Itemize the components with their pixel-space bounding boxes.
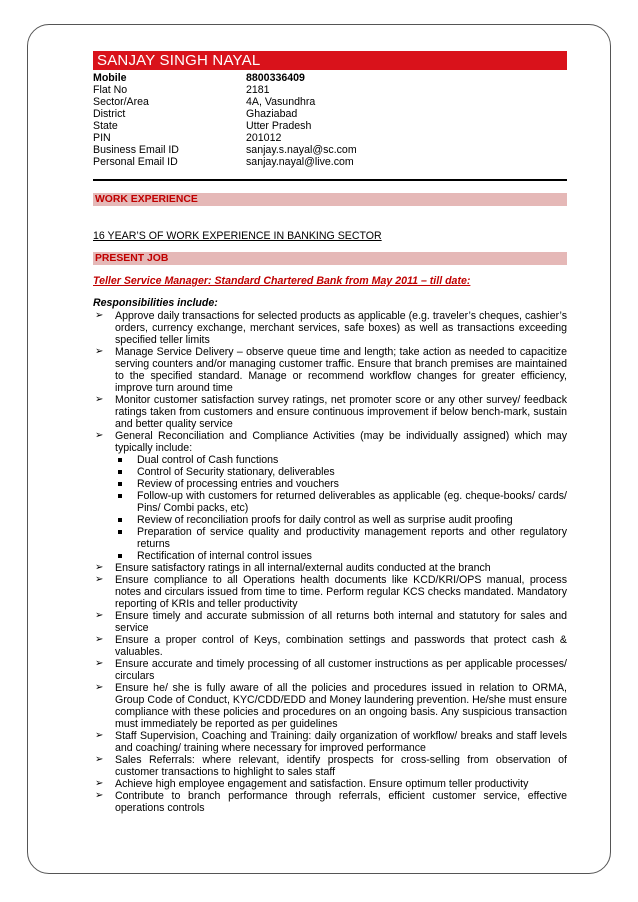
arrow-bullet-icon: ➢ [95,658,104,669]
contact-row [93,84,567,96]
responsibility-text: Ensure he/ she is fully aware of all the policies and procedures issued in relation to ORMA, Group Code of Conduct, KYC/CDD/EDD and Money laundering prevention. He/she must ensure compliance with these policies and procedures on an ongoing basis. Any suspicious transaction must immediately be reported as per guidelines [115,682,567,730]
arrow-bullet-icon: ➢ [95,634,104,645]
contact-label: Sector/Area [93,96,149,108]
divider [93,179,567,181]
contact-value: Utter Pradesh [246,120,312,132]
responsibility-item [93,754,567,778]
sub-item-text: Rectification of internal control issues [137,550,312,562]
contact-label: Mobile [93,72,127,84]
arrow-bullet-icon: ➢ [95,610,104,621]
responsibility-text: Achieve high employee engagement and satisfaction. Ensure optimum teller productivity [115,778,529,790]
arrow-bullet-icon: ➢ [95,562,104,573]
arrow-bullet-icon: ➢ [95,790,104,801]
responsibility-item [93,562,567,574]
responsibility-text: Staff Supervision, Coaching and Training: daily organization of workflow/ breaks and staff levels and coaching/ training where necessary for improved performance [115,730,567,754]
resume-content [93,51,567,814]
candidate-name: SANJAY SINGH NAYAL [93,51,567,70]
responsibility-item [93,790,567,814]
arrow-bullet-icon: ➢ [95,754,104,765]
experience-summary: 16 YEAR’S OF WORK EXPERIENCE IN BANKING SECTOR [93,230,382,242]
role-title: Teller Service Manager: Standard Chartered Bank from May 2011 – till date: [93,275,471,287]
contact-row [93,72,567,84]
responsibility-item [93,634,567,658]
contact-value: sanjay.s.nayal@sc.com [246,144,357,156]
work-experience-header: WORK EXPERIENCE [93,193,567,206]
sub-item-text: Review of processing entries and vouchers [137,478,339,490]
sub-item-text: Review of reconciliation proofs for daily control as well as surprise audit proofing [137,514,513,526]
responsibility-text: Ensure a proper control of Keys, combination settings and passwords that protect cash & valuables. [115,634,567,658]
responsibility-text: Ensure compliance to all Operations health documents like KCD/KRI/OPS manual, process notes and circulars issued from time to time. Perform regular KCS checks mandated. Mandatory reporting of KRIs and teller productivity [115,574,567,610]
responsibility-text: Ensure accurate and timely processing of all customer instructions as per applicable processes/ circulars [115,658,567,682]
arrow-bullet-icon: ➢ [95,430,104,441]
responsibility-text: Monitor customer satisfaction survey ratings, net promoter score or any other survey/ feedback ratings taken from customers and ensure continuous improvement if below bench-mark, sustain and better quality service [115,394,567,430]
responsibility-item [93,778,567,790]
arrow-bullet-icon: ➢ [95,346,104,357]
square-bullet-icon [118,494,122,498]
contact-row [93,108,567,120]
square-bullet-icon [118,530,122,534]
sub-item [115,514,567,526]
arrow-bullet-icon: ➢ [95,394,104,405]
responsibility-text: Contribute to branch performance through referrals, efficient customer service, effective operations controls [115,790,567,814]
sub-item-text: Preparation of service quality and productivity management reports and other regulatory returns [137,526,567,550]
contact-row [93,144,567,156]
contact-label: PIN [93,132,111,144]
sub-item-text: Control of Security stationary, deliverables [137,466,335,478]
square-bullet-icon [118,482,122,486]
responsibility-item [93,682,567,730]
sub-item [115,490,567,514]
square-bullet-icon [118,518,122,522]
contact-details [93,72,567,168]
arrow-bullet-icon: ➢ [95,574,104,585]
contact-row [93,132,567,144]
sub-item [115,466,567,478]
responsibilities-list [93,310,567,814]
arrow-bullet-icon: ➢ [95,778,104,789]
responsibility-text: General Reconciliation and Compliance Activities (may be individually assigned) which may typically include: [115,430,567,454]
sub-list [115,454,567,562]
responsibility-item [93,610,567,634]
sub-item-text: Follow-up with customers for returned deliverables as applicable (eg. cheque-books/ cards/ Pins/ Combi packs, etc) [137,490,567,514]
responsibility-text: Sales Referrals: where relevant, identify prospects for cross-selling from observation of customer transactions to highlight to sales staff [115,754,567,778]
responsibility-text: Manage Service Delivery – observe queue time and length; take action as needed to capacitize serving counters and/or managing customer traffic. Ensure that branch premises are maintained to the specified standard. Manage or recommend workflow changes for greater efficiency, improve turn around time [115,346,567,394]
contact-value: 201012 [246,132,282,144]
square-bullet-icon [118,554,122,558]
responsibility-text: Ensure timely and accurate submission of all returns both internal and statutory for sales and service [115,610,567,634]
square-bullet-icon [118,470,122,474]
responsibility-item [93,394,567,430]
contact-label: Personal Email ID [93,156,178,168]
contact-value: 2181 [246,84,270,96]
contact-row [93,156,567,168]
responsibility-text: Ensure satisfactory ratings in all internal/external audits conducted at the branch [115,562,491,574]
sub-item [115,526,567,550]
arrow-bullet-icon: ➢ [95,730,104,741]
responsibility-item [93,658,567,682]
responsibility-item [93,574,567,610]
square-bullet-icon [118,458,122,462]
responsibility-item [93,430,567,562]
responsibility-text: Approve daily transactions for selected products as applicable (e.g. traveler’s cheques, cashier’s orders, currency exchange, merchant services, safe boxes) as well as transactions exceeding specified teller limits [115,310,567,346]
contact-value: sanjay.nayal@live.com [246,156,354,168]
contact-row [93,120,567,132]
responsibilities-header: Responsibilities include: [93,297,218,309]
contact-row [93,96,567,108]
contact-label: Business Email ID [93,144,179,156]
contact-value: 4A, Vasundhra [246,96,316,108]
sub-item [115,454,567,466]
responsibility-item [93,346,567,394]
responsibility-item [93,730,567,754]
arrow-bullet-icon: ➢ [95,682,104,693]
sub-item-text: Dual control of Cash functions [137,454,279,466]
sub-item [115,550,567,562]
contact-value: Ghaziabad [246,108,298,120]
contact-value: 8800336409 [246,72,305,84]
contact-label: State [93,120,118,132]
contact-label: District [93,108,126,120]
present-job-header: PRESENT JOB [93,252,567,265]
arrow-bullet-icon: ➢ [95,310,104,321]
responsibility-item [93,310,567,346]
sub-item [115,478,567,490]
contact-label: Flat No [93,84,128,96]
